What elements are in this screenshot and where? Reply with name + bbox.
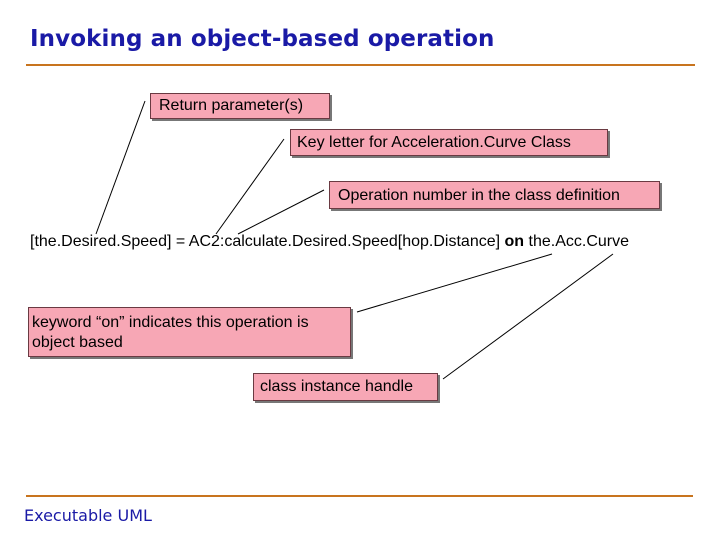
slide-title: Invoking an object-based operation [30,26,495,52]
statement-prefix: [the.Desired.Speed] = AC2:calculate.Desired.Speed[hop.Distance] [30,233,505,250]
callout-return-parameter: Return parameter(s) [150,93,330,119]
statement-keyword-on: on [504,233,525,250]
connector-return-parameter [96,101,145,234]
callout-key-letter: Key letter for Acceleration.Curve Class [290,129,608,156]
callout-keyword-on: keyword “on” indicates this operation is object based [28,307,351,357]
connector-keyword-on [357,254,552,312]
statement-suffix: the.Acc.Curve [524,233,629,250]
operation-statement [30,233,629,251]
callout-instance-handle: class instance handle [253,373,438,401]
connector-instance-handle [443,254,613,379]
callout-operation-number: Operation number in the class definition [329,181,660,209]
footer-label: Executable UML [24,506,152,525]
connector-key-letter [216,139,284,234]
footer-divider [26,495,693,497]
connector-operation-number [238,190,324,234]
